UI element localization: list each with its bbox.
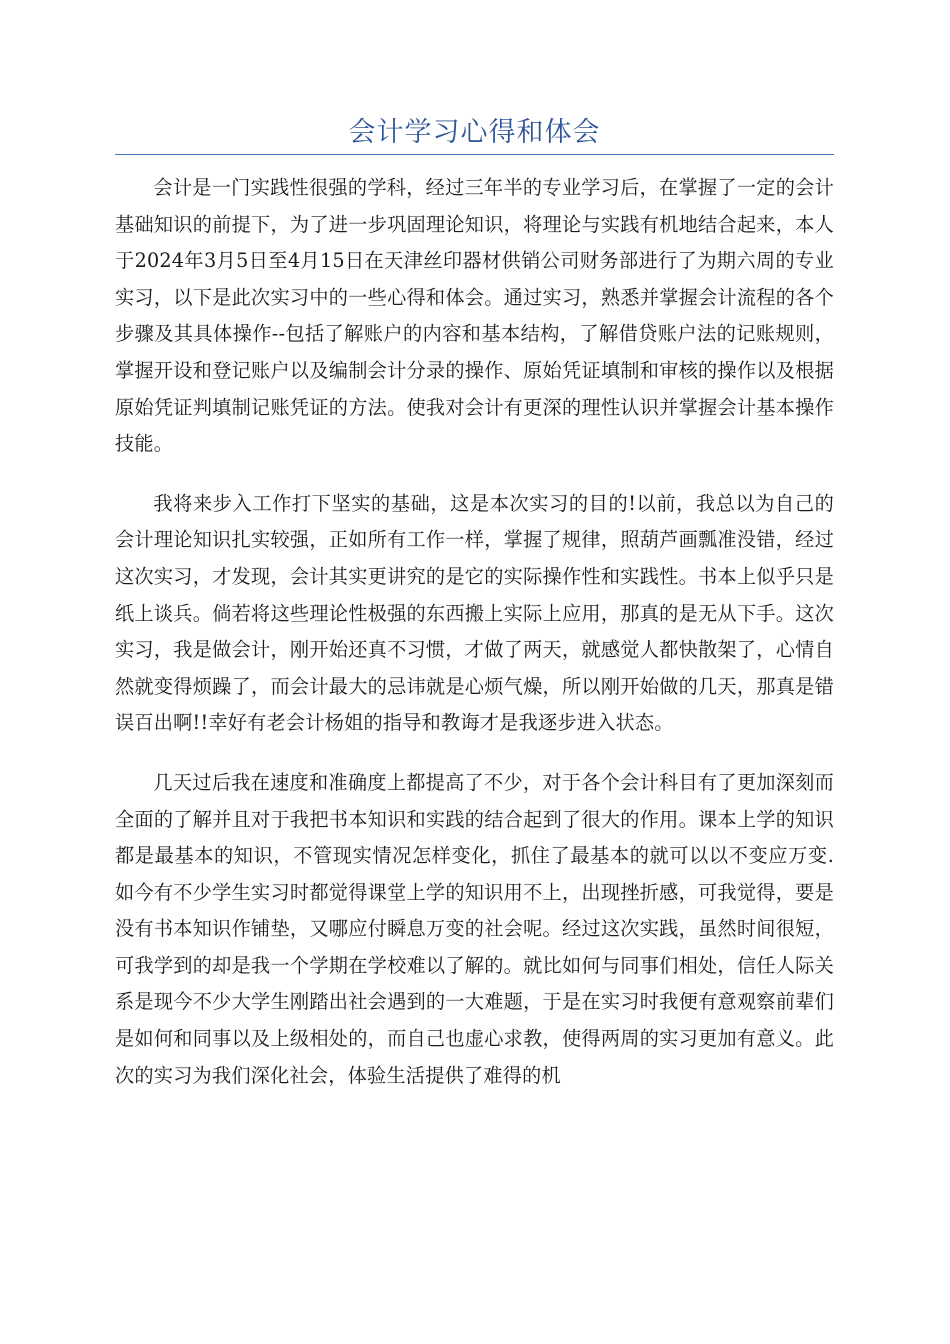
paragraph: 我将来步入工作打下坚实的基础，这是本次实习的目的!以前，我总以为自己的会计理论知识扎实较强，正如所有工作一样，掌握了规律，照葫芦画瓢准没错，经过这次实习，才发现，会计其实更讲究的是它的实际操作性和实践性。书本上似乎只是纸上谈兵。倘若将这些理论性极强的东西搬上实际上应用，那真的是无从下手。这次实习，我是做会计，刚开始还真不习惯，才做了两天，就感觉人都快散架了，心情自然就变得烦躁了，而会计最大的忌讳就是心烦气燥，所以刚开始做的几天，那真是错误百出啊!!幸好有老会计杨姐的指导和教诲才是我逐步进入状态。: [115, 491, 834, 735]
paragraph: 几天过后我在速度和准确度上都提高了不少，对于各个会计科目有了更加深刻而全面的了解并且对于我把书本知识和实践的结合起到了很大的作用。课本上学的知识都是最基本的知识，不管现实情况怎样变化，抓住了最基本的就可以以不变应万变.如今有不少学生实习时都觉得课堂上学的知识用不上，出现挫折感，可我觉得，要是没有书本知识作铺垫，又哪应付瞬息万变的社会呢。经过这次实践，虽然时间很短，可我学到的却是我一个学期在学校难以了解的。就比如何与同事们相处，信任人际关系是现今不少大学生刚踏出社会遇到的一大难题，于是在实习时我便有意观察前辈们是如何和同事以及上级相处的，而自己也虚心求教，使得两周的实习更加有意义。此次的实习为我们深化社会，体验生活提供了难得的机: [115, 770, 834, 1087]
title-underline: [115, 154, 834, 155]
document-body: [115, 170, 834, 1117]
document-title: 会计学习心得和体会: [348, 117, 601, 148]
paragraph: 会计是一门实践性很强的学科，经过三年半的专业学习后，在掌握了一定的会计基础知识的前提下，为了进一步巩固理论知识，将理论与实践有机地结合起来，本人于2024年3月5日至4月15日在天津丝印器材供销公司财务部进行了为期六周的专业实习，以下是此次实习中的一些心得和体会。通过实习，熟悉并掌握会计流程的各个步骤及其具体操作--包括了解账户的内容和基本结构，了解借贷账户法的记账规则，掌握开设和登记账户以及编制会计分录的操作、原始凭证填制和审核的操作以及根据原始凭证判填制记账凭证的方法。使我对会计有更深的理性认识并掌握会计基本操作技能。: [115, 176, 834, 456]
